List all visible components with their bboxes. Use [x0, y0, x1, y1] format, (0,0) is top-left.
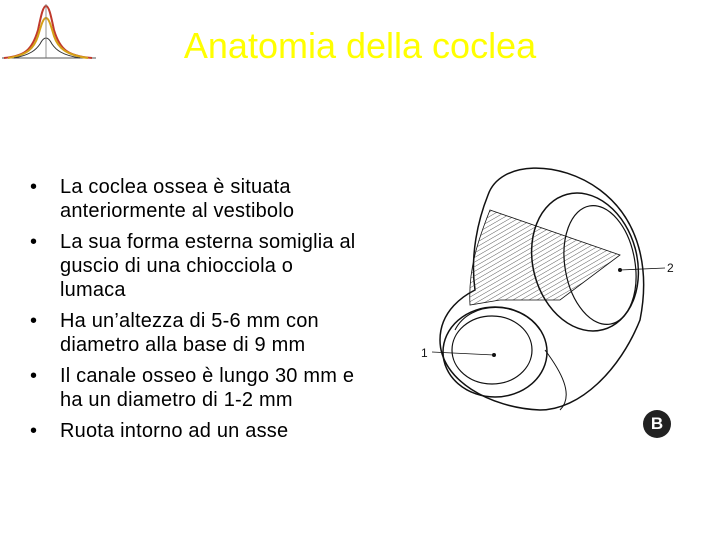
cochlea-diagram: [410, 160, 720, 460]
bullet-item: • La sua forma esterna somiglia al guscio di una chiocciola o lumaca: [30, 230, 360, 302]
bullet-item: • Ha un’altezza di 5-6 mm con diametro alla base di 9 mm: [30, 309, 360, 357]
label-1: 1: [421, 346, 428, 360]
bullet-item: • Ruota intorno ad un asse: [30, 419, 360, 443]
slide-title: Anatomia della coclea: [183, 25, 537, 66]
label-2: 2: [667, 261, 674, 275]
bullet-item: • La coclea ossea è situata anteriormente al vestibolo: [30, 175, 360, 223]
bullet-item: • Il canale osseo è lungo 30 mm e ha un diametro di 1-2 mm: [30, 364, 360, 412]
bullet-list: [30, 175, 360, 450]
figure-badge: B: [643, 410, 671, 438]
